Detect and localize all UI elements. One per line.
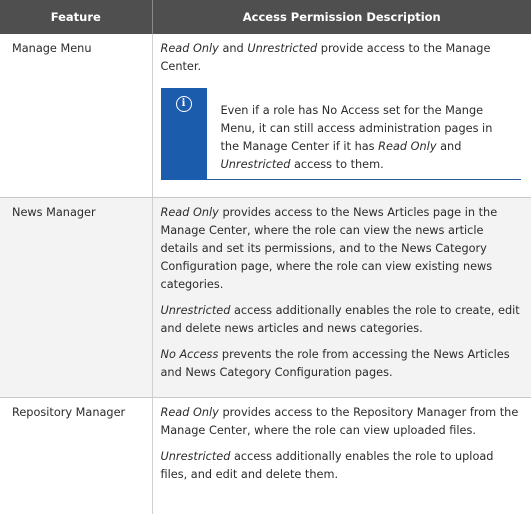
description-paragraph: Read Only provides access to the Repository Manager from the Manage Center, where the role can view uploaded files. — [161, 404, 522, 440]
table-header-row — [0, 0, 531, 34]
description-paragraph: Unrestricted access additionally enables the role to upload files, and edit and delete them. — [161, 448, 522, 484]
permission-term: No Access — [161, 348, 219, 361]
feature-cell: News Manager — [0, 198, 152, 398]
description-paragraph: No Access prevents the role from accessing the News Articles and News Category Configuration pages. — [161, 346, 522, 382]
permission-term: Unrestricted — [247, 42, 317, 55]
permission-term: Read Only — [161, 406, 219, 419]
description-paragraph: Read Only and Unrestricted provide access to the Manage Center. — [161, 40, 522, 76]
table-row — [0, 398, 531, 514]
permission-term: Unrestricted — [161, 450, 231, 463]
note-text: Even if a role has No Access set for the Mange Menu, it can still access administration pages in the Manage Center if it has Read Only and Unrestricted access to them. — [221, 102, 514, 174]
description-cell — [152, 198, 531, 398]
info-icon: i — [176, 96, 192, 112]
note-accent-bar — [161, 88, 207, 180]
description-paragraph: Read Only provides access to the News Articles page in the Manage Center, where the role can view the news article details and set its permissions, and to the News Category Configuration page, where the role can view existing news categories. — [161, 204, 522, 294]
table-row — [0, 34, 531, 198]
permission-term: Unrestricted — [161, 304, 231, 317]
description-cell — [152, 398, 531, 514]
description-cell — [152, 34, 531, 198]
feature-cell: Repository Manager — [0, 398, 152, 514]
feature-cell: Manage Menu — [0, 34, 152, 198]
info-note — [161, 88, 522, 180]
header-feature: Feature — [0, 0, 152, 34]
header-description: Access Permission Description — [152, 0, 531, 34]
permission-term: Read Only — [161, 42, 219, 55]
permission-term: Read Only — [161, 206, 219, 219]
description-paragraph: Unrestricted access additionally enables the role to create, edit and delete news articles and news categories. — [161, 302, 522, 338]
table-row — [0, 198, 531, 398]
